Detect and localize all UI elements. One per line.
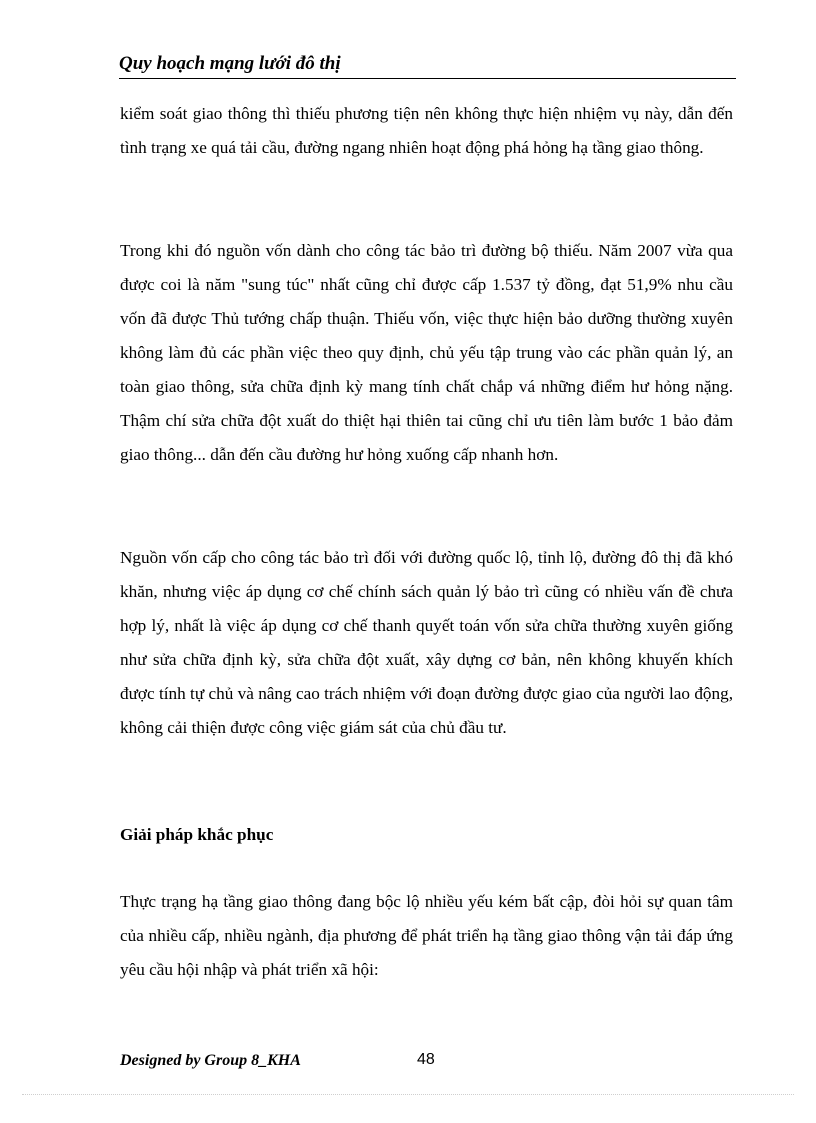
paragraph-2: Trong khi đó nguồn vốn dành cho công tác bảo trì đường bộ thiếu. Năm 2007 vừa qua được coi là năm "sung túc" nhất cũng chỉ được cấp 1.537 tỷ đồng, đạt 51,9% nhu cầu vốn đã được Thủ tướng chấp thuận. Thiếu vốn, việc thực hiện bảo dưỡng thường xuyên không làm đủ các phần việc theo quy định, chủ yếu tập trung vào các phần quản lý, an toàn giao thông, sửa chữa định kỳ mang tính chất chắp vá những điểm hư hỏng nặng. Thậm chí sửa chữa đột xuất do thiệt hại thiên tai cũng chỉ ưu tiên làm bước 1 bảo đảm giao thông... dẫn đến cầu đường hư hỏng xuống cấp nhanh hơn. — [120, 241, 733, 464]
page-header — [119, 52, 736, 79]
header-title: Quy hoạch mạng lưới đô thị — [119, 53, 341, 74]
paragraph-1: kiểm soát giao thông thì thiếu phương tiện nên không thực hiện nhiệm vụ này, dẫn đến tình trạng xe quá tải cầu, đường ngang nhiên hoạt động phá hỏng hạ tầng giao thông. — [120, 104, 733, 157]
section-heading: Giải pháp khắc phục — [120, 825, 274, 844]
paragraph-3: Nguồn vốn cấp cho công tác bảo trì đối với đường quốc lộ, tỉnh lộ, đường đô thị đã khó khăn, nhưng việc áp dụng cơ chế chính sách quản lý bảo trì cũng có nhiều vấn đề chưa hợp lý, nhất là việc áp dụng cơ chế thanh quyết toán vốn sửa chữa thường xuyên giống như sửa chữa định kỳ, sửa chữa đột xuất, xây dựng cơ bản, nên không khuyến khích được tính tự chủ và nâng cao trách nhiệm với đoạn đường được giao của người lao động, không cải thiện được công việc giám sát của chủ đầu tư. — [120, 548, 733, 737]
page-number: 48 — [417, 1051, 435, 1068]
page-bottom-divider — [22, 1094, 794, 1095]
paragraph-4: Thực trạng hạ tầng giao thông đang bộc lộ nhiều yếu kém bất cập, đòi hỏi sự quan tâm của nhiều cấp, nhiều ngành, địa phương để phát triển hạ tầng giao thông vận tải đáp ứng yêu cầu hội nhập và phát triển xã hội: — [120, 892, 733, 979]
footer-credit: Designed by Group 8_KHA — [120, 1052, 301, 1069]
